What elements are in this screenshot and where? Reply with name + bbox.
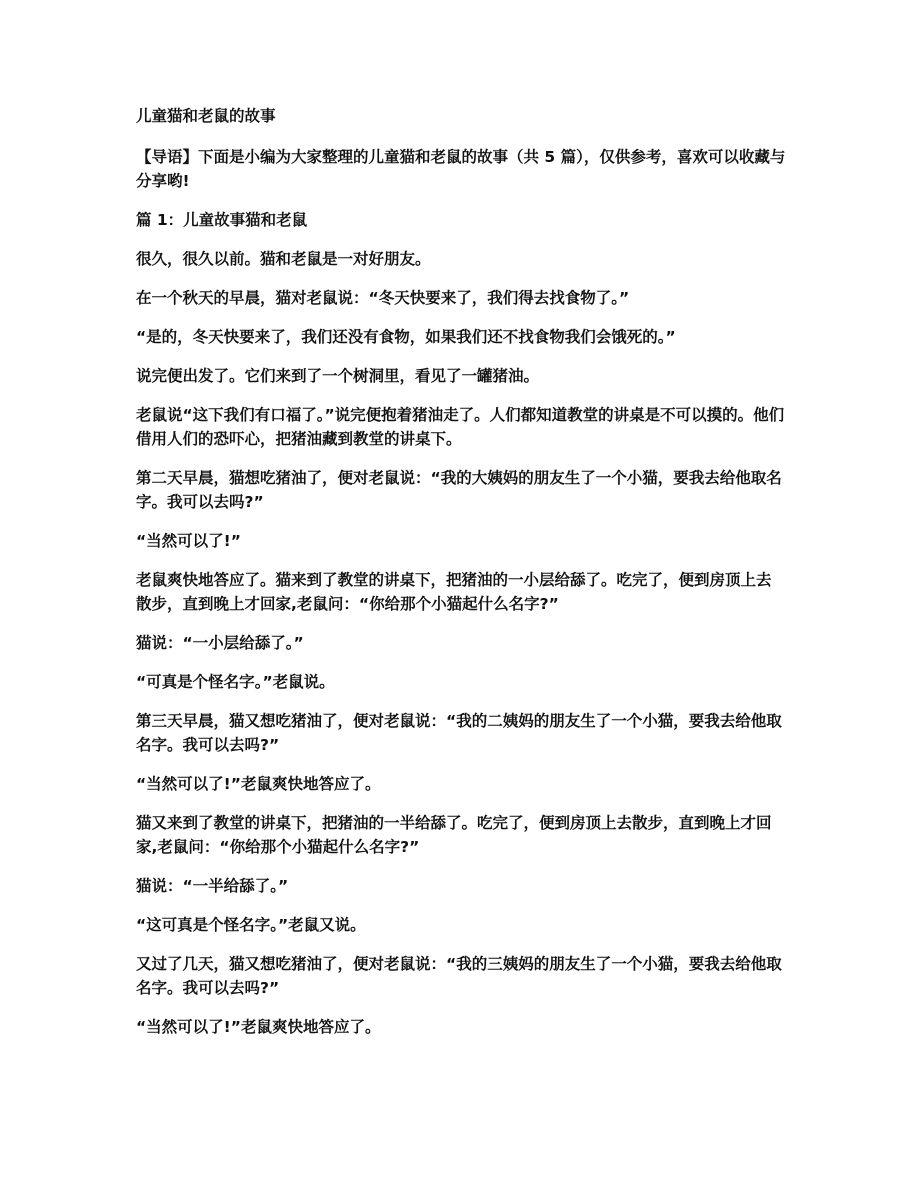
section-heading: 篇 1：儿童故事猫和老鼠 xyxy=(136,211,308,229)
paragraph: 猫说：“一小层给舔了。” xyxy=(136,634,304,652)
paragraph: “是的，冬天快要来了，我们还没有食物，如果我们还不找食物我们会饿死的。” xyxy=(136,328,676,346)
paragraph: 猫又来到了教堂的讲桌下，把猪油的一半给舔了。吃完了，便到房顶上去散步，直到晚上才回家,老鼠问：“你给那个小猫起什么名字?” xyxy=(136,814,772,856)
paragraph: 猫说：“一半给舔了。” xyxy=(136,877,289,895)
document-title: 儿童猫和老鼠的故事 xyxy=(136,107,276,125)
paragraph: “当然可以了!”老鼠爽快地答应了。 xyxy=(136,1018,381,1036)
paragraph: 第三天早晨，猫又想吃猪油了，便对老鼠说：“我的二姨妈的朋友生了一个小猫，要我去给他取名字。我可以去吗?” xyxy=(136,712,782,754)
paragraph: 第二天早晨，猫想吃猪油了，便对老鼠说：“我的大姨妈的朋友生了一个小猫，要我去给他取名字。我可以去吗?” xyxy=(136,469,782,511)
paragraph: 很久，很久以前。猫和老鼠是一对好朋友。 xyxy=(136,250,431,268)
paragraph: 老鼠爽快地答应了。猫来到了教堂的讲桌下，把猪油的一小层给舔了。吃完了，便到房顶上去散步，直到晚上才回家,老鼠问：“你给那个小猫起什么名字?” xyxy=(136,571,772,613)
paragraph: 老鼠说“这下我们有口福了。”说完便抱着猪油走了。人们都知道教堂的讲桌是不可以摸的。他们借用人们的恐吓心，把猪油藏到教堂的讲桌下。 xyxy=(136,406,785,448)
paragraph: “当然可以了!”老鼠爽快地答应了。 xyxy=(136,775,381,793)
paragraph: “这可真是个怪名字。”老鼠又说。 xyxy=(136,916,366,934)
paragraph: “当然可以了!” xyxy=(136,532,241,550)
paragraph-intro: 【导语】下面是小编为大家整理的儿童猫和老鼠的故事（共 5 篇），仅供参考，喜欢可以收藏与分享哟! xyxy=(136,148,786,190)
paragraph: 说完便出发了。它们来到了一个树洞里，看见了一罐猪油。 xyxy=(136,367,540,385)
paragraph: 又过了几天，猫又想吃猪油了，便对老鼠说：“我的三姨妈的朋友生了一个小猫，要我去给他取名字。我可以去吗?” xyxy=(136,955,782,997)
paragraph: 在一个秋天的早晨，猫对老鼠说：“冬天快要来了，我们得去找食物了。” xyxy=(136,289,630,307)
document-body xyxy=(136,104,786,1054)
paragraph: “可真是个怪名字。”老鼠说。 xyxy=(136,673,335,691)
